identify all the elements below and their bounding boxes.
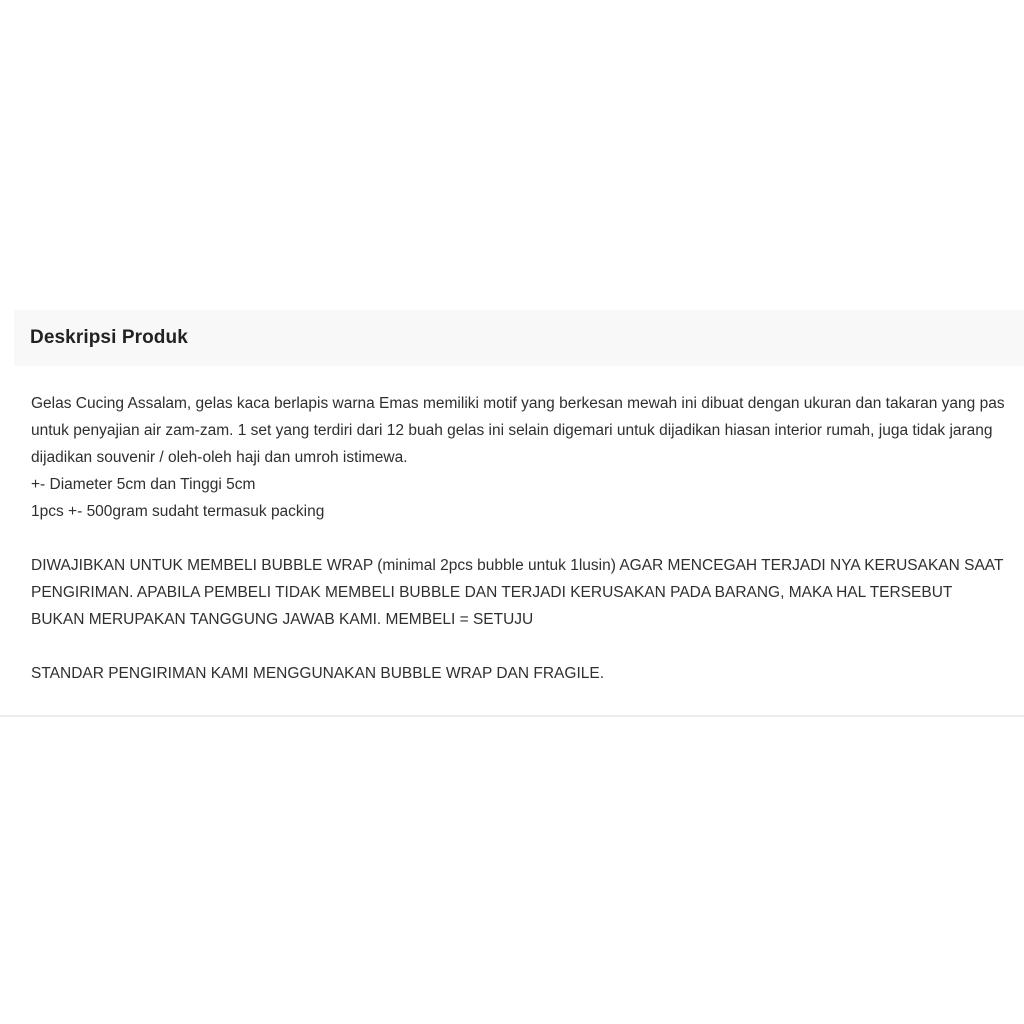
bubble-wrap-warning: DIWAJIBKAN UNTUK MEMBELI BUBBLE WRAP (minimal 2pcs bubble untuk 1lusin) AGAR MENCEGAH TERJADI NYA KERUSAKAN SAAT PENGIRIMAN. APABILA PEMBELI TIDAK MEMBELI BUBBLE DAN TERJADI KERUSAKAN PADA BARANG, MAKA HAL TERSEBUT BUKAN MERUPAKAN TANGGUNG JAWAB KAMI. MEMBELI = SETUJU bbox=[31, 557, 1004, 628]
dimensions-text: +- Diameter 5cm dan Tinggi 5cm bbox=[31, 476, 256, 493]
product-description-section bbox=[14, 310, 1024, 687]
shipping-standard-text: STANDAR PENGIRIMAN KAMI MENGGUNAKAN BUBBLE WRAP DAN FRAGILE. bbox=[31, 665, 605, 682]
spacer bbox=[31, 525, 1006, 552]
weight-text: 1pcs +- 500gram sudaht termasuk packing bbox=[31, 503, 325, 520]
section-header bbox=[14, 310, 1024, 366]
spacer bbox=[31, 633, 1006, 660]
section-title: Deskripsi Produk bbox=[30, 327, 188, 348]
description-body bbox=[14, 366, 1024, 687]
description-paragraph: Gelas Cucing Assalam, gelas kaca berlapis warna Emas memiliki motif yang berkesan mewah ini dibuat dengan ukuran dan takaran yang pas untuk penyajian air zam-zam. 1 set yang terdiri dari 12 buah gelas ini selain digemari untuk dijadikan hiasan interior rumah, juga tidak jarang dijadikan souvenir / oleh-oleh haji dan umroh istimewa. bbox=[31, 395, 1005, 466]
section-divider bbox=[0, 715, 1024, 717]
